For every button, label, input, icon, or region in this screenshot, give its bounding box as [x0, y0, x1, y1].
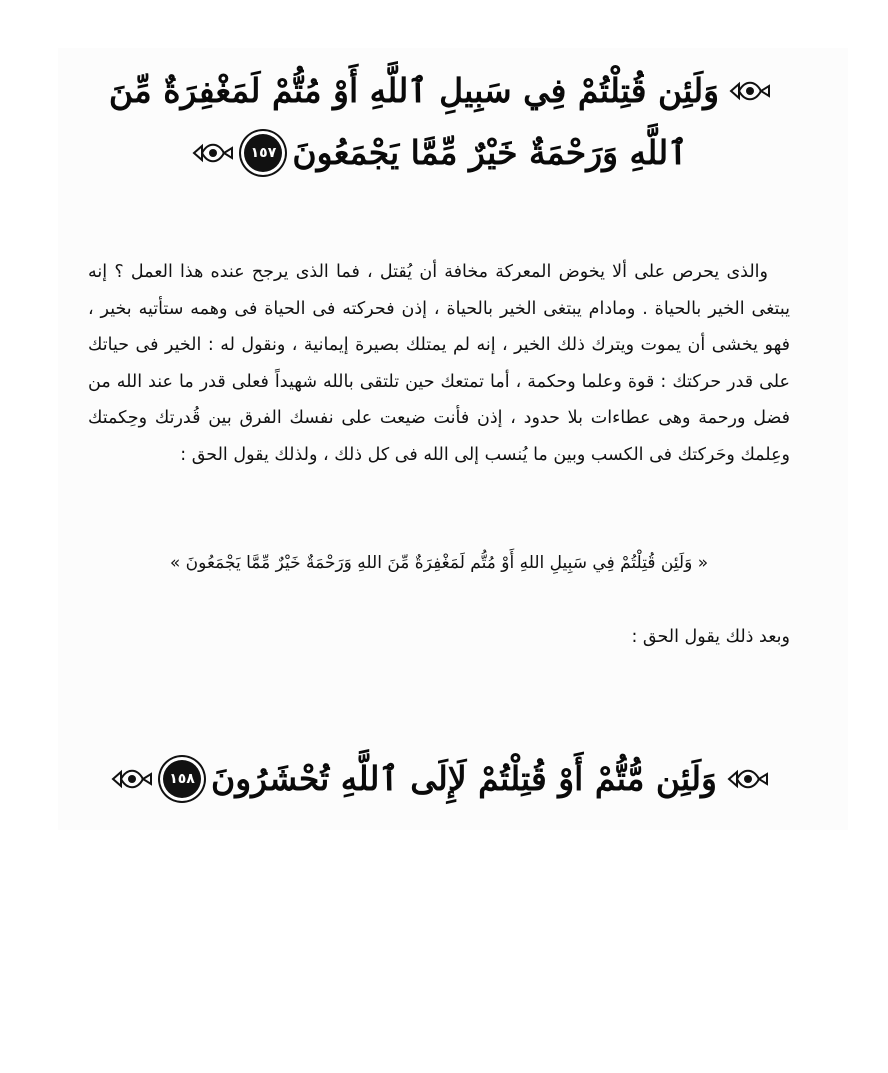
verse-157-block [108, 60, 720, 184]
verse-157-line-2 [170, 122, 710, 184]
verse-157-text-line-2: ٱللَّهِ وَرَحْمَةٌ خَيْرٌ مِّمَّا يَجْمَعُونَ [292, 133, 688, 172]
verse-158-text-line-1: وَلَئِن مُّتُّمْ أَوْ قُتِلْتُمْ لَإِلَى ٱللَّهِ تُحْشَرُونَ [211, 759, 717, 798]
verse-157-text-line-1: وَلَئِن قُتِلْتُمْ فِي سَبِيلِ ٱللَّهِ أَوْ مُتُّمْ لَمَغْفِرَةٌ مِّنَ [108, 71, 720, 110]
verse-158-line-1 [169, 748, 717, 810]
verse-start-ornament-icon [729, 76, 771, 106]
verse-158-block [169, 748, 717, 810]
commentary-paragraph: والذى يحرص على ألا يخوض المعركة مخافة أن يُقتل ، فما الذى يرجح عنده هذا العمل ؟ إنه يبتغى الخير بالحياة . ومادام يبتغى الخير بالحياة ، إذن فحركته فى الحياة فى وهمه ستأتيه بخير ، فهو يخشى أن يموت ويترك ذلك الخير ، إنه لم يمتلك بصيرة إيمانية ، ونقول له : الخير فى حياتك على قدر حركتك : قوة وعلما وحكمة ، أما تمتعك حين تلتقى بالله شهيداً فعلى قدر ما عند الله من فضل ورحمة وهى عطاءات بلا حدود ، إذن فأنت ضيعت على نفسك الفرق بين قُدرتك وحِكمتك وعِلمك وحَركتك فى الكسب وبين ما يُنسب إلى الله فى كل ذلك ، ولذلك يقول الحق : [88, 262, 790, 465]
verse-start-ornament-icon [727, 764, 769, 794]
ayah-number-157-badge: ١٥٧ [244, 134, 282, 172]
verse-end-ornament-icon [111, 764, 153, 794]
closing-line: وبعد ذلك يقول الحق : [631, 627, 790, 647]
verse-157-line-1 [108, 60, 720, 122]
ayah-number-158-badge: ١٥٨ [163, 760, 201, 798]
quoted-verse: « وَلَئِن قُتِلْتُمْ فِي سَبِيلِ اللهِ أَوْ مُتُّم لَمَغْفِرَةٌ مِّنَ اللهِ وَرَحْمَةٌ خَيْرٌ مِّمَّا يَجْمَعُونَ » [169, 553, 709, 573]
verse-end-ornament-icon [192, 138, 234, 168]
